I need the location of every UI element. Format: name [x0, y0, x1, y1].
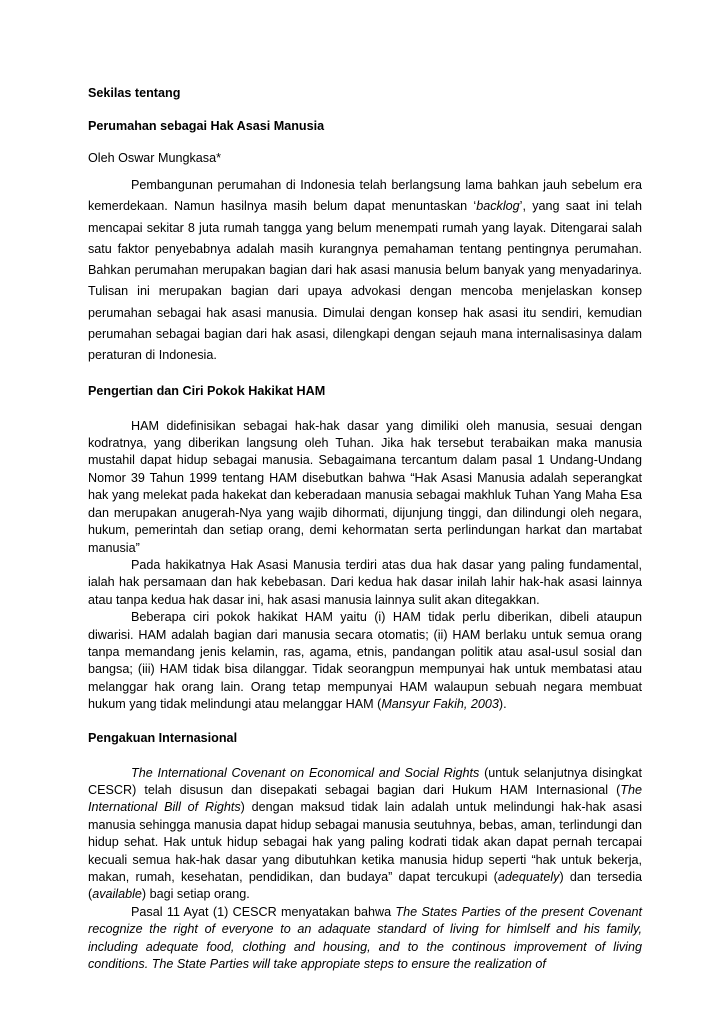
- doc-title-line1: Sekilas tentang: [88, 86, 181, 100]
- doc-title-line2: Perumahan sebagai Hak Asasi Manusia: [88, 119, 325, 133]
- section1-paragraph-3: Beberapa ciri pokok hakikat HAM yaitu (i) HAM tidak perlu diberikan, dibeli ataupun diwarisi. HAM adalah bagian dari manusia secara otomatis; (ii) HAM berlaku untuk semua orang tanpa memandang jenis kelamin, ras, agama, etnis, pandangan politik atau asal-usul sosial dan bangsa; (iii) HAM tidak bisa dilanggar. Tidak seorangpun mempunyai hak untuk membatasi atau melanggar hak orang lain. Orang tetap mempunyai HAM walaupun sebuah negara membuat hukum yang tidak melindungi atau melanggar HAM (Mansyur Fakih, 2003).: [88, 610, 642, 712]
- document-page: [88, 84, 642, 973]
- section1-body: [88, 418, 642, 714]
- intro-paragraph: Pembangunan perumahan di Indonesia telah berlangsung lama bahkan jauh sebelum era kemerdekaan. Namun hasilnya masih belum dapat menuntaskan ‘backlog’, yang saat ini telah mencapai sekitar 8 juta rumah tangga yang belum menempati rumah yang layak. Ditengarai salah satu faktor penyebabnya adalah masih kurangnya pemahaman tentang pentingnya perumahan. Bahkan perumahan merupakan bagian dari hak asasi manusia belum banyak yang menyadarinya. Tulisan ini merupakan bagian dari upaya advokasi dengan mencoba menjelaskan konsep perumahan sebagai hak asasi manusia. Dimulai dengan konsep hak asasi itu sendiri, kemudian perumahan sebagai bagian dari hak asasi, dilengkapi dengan sejauh mana internalisasinya dalam peraturan di Indonesia.: [88, 178, 642, 363]
- section1-paragraph-2: Pada hakikatnya Hak Asasi Manusia terdiri atas dua hak dasar yang paling fundamental, ialah hak persamaan dan hak kebebasan. Dari kedua hak dasar inilah lahir hak-hak asasi lainnya atau tanpa kedua hak dasar ini, hak asasi manusia lainnya sulit akan ditegakkan.: [88, 557, 642, 607]
- author-line: Oleh Oswar Mungkasa*: [88, 151, 221, 165]
- section1-heading: Pengertian dan Ciri Pokok Hakikat HAM: [88, 383, 326, 398]
- section2-body: [88, 765, 642, 974]
- section2-paragraph-1: The International Covenant on Economical and Social Rights (untuk selanjutnya disingkat CESCR) telah disusun dan disepakati sebagai bagian dari Hukum HAM Internasional (The International Bill of Rights) dengan maksud tidak lain adalah untuk melindungi hak-hak asasi manusia sehingga manusia dapat hidup sebagai manusia seutuhnya, bebas, aman, terlindungi dan hidup sehat. Hak untuk hidup sebagai hak yang paling kodrati tidak akan dapat pernah tercapai kecuali semua hak-hak dasar yang dibutuhkan ketika manusia hidup seperti “hak untuk bekerja, makan, rumah, kesehatan, pendidikan, dan budaya” dapat tercukupi (adequately) dan tersedia (available) bagi setiap orang.: [88, 765, 642, 902]
- section1-paragraph-1: HAM didefinisikan sebagai hak-hak dasar yang dimiliki oleh manusia, sesuai dengan kodratnya, yang diberikan langsung oleh Tuhan. Jika hak tersebut terabaikan maka manusia mustahil dapat hidup sebagai manusia. Sebagaimana tercantum dalam pasal 1 Undang-Undang Nomor 39 Tahun 1999 tentang HAM disebutkan bahwa “Hak Asasi Manusia adalah seperangkat hak yang melekat pada hakekat dan keberadaan manusia sebagai makhluk Tuhan Yang Maha Esa dan merupakan anugerah-Nya yang wajib dihormati, dijunjung tinggi, dan dilindungi oleh negara, hukum, pemerintah dan setiap orang, demi kehormatan serta perlindungan harkat dan martabat manusia”: [88, 418, 642, 555]
- section2-heading: Pengakuan Internasional: [88, 730, 238, 745]
- section2-paragraph-2: Pasal 11 Ayat (1) CESCR menyatakan bahwa The States Parties of the present Covenant recognize the right of everyone to an adaquate standard of living for himlself and his family, including adequate food, clothing and housing, and to the continous improvement of living conditions. The State Parties will take appropiate steps to ensure the realization of: [88, 904, 642, 972]
